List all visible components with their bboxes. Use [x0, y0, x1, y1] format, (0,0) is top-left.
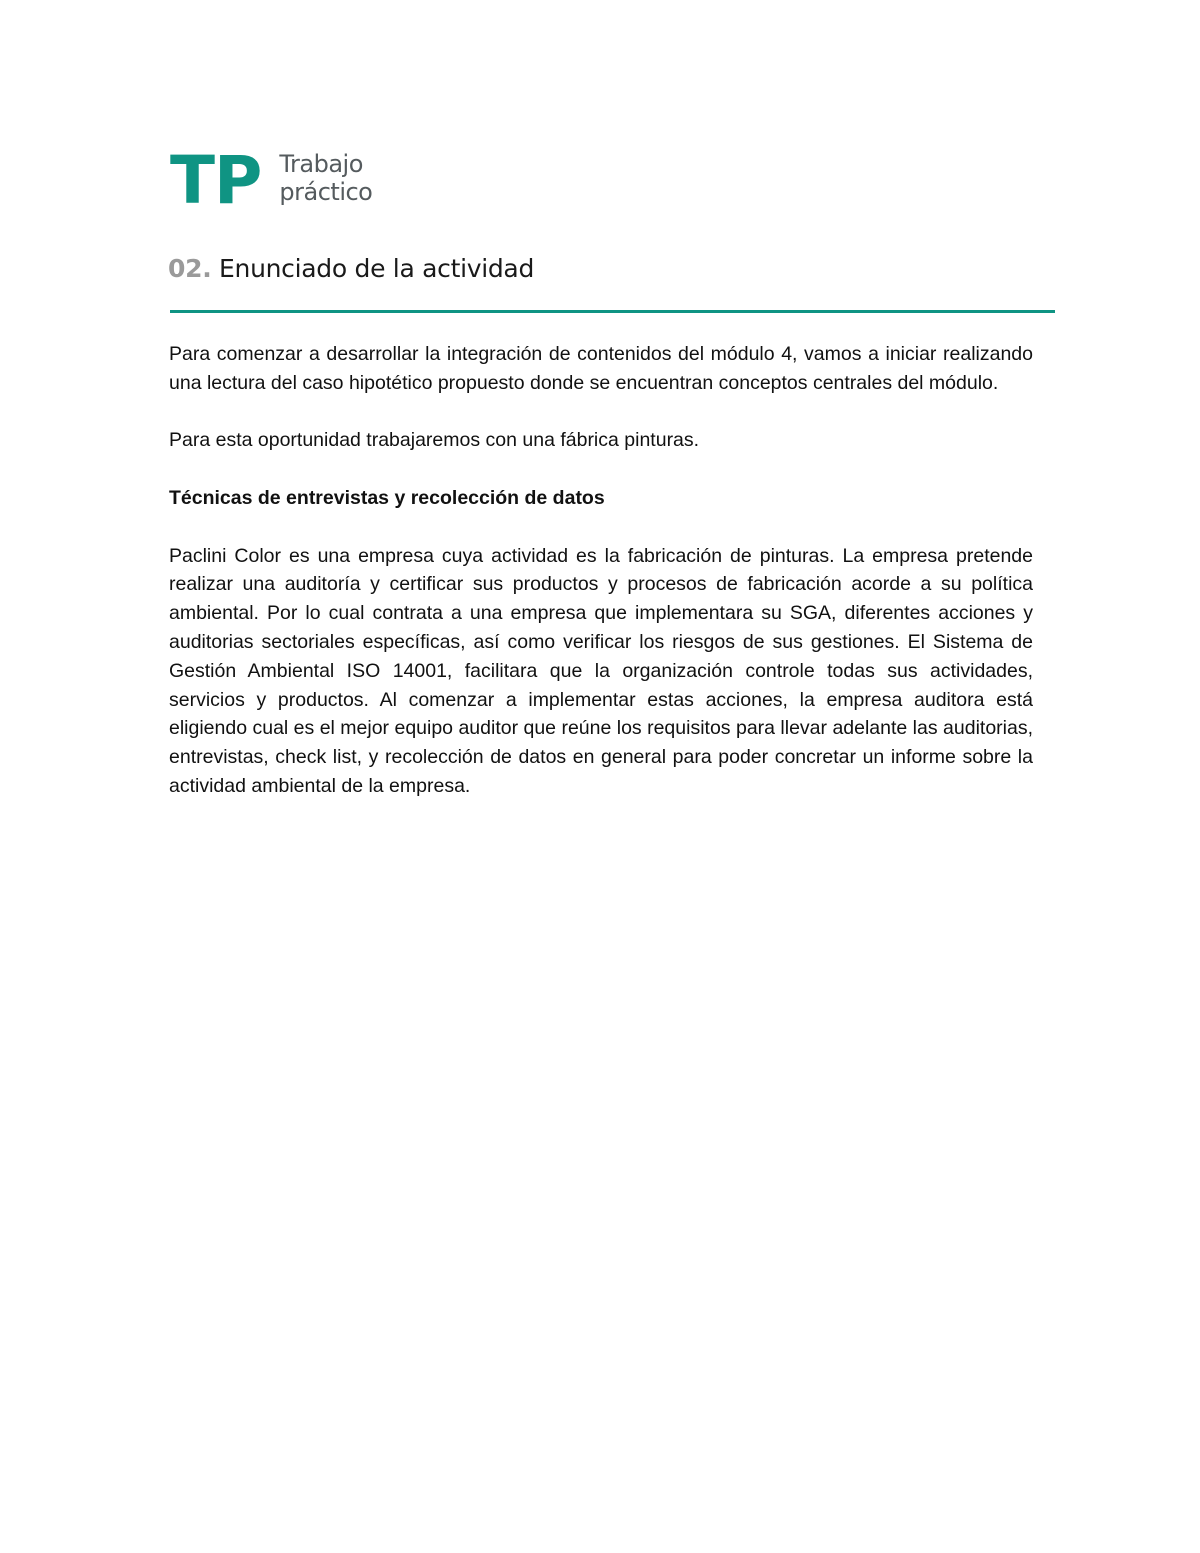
document-body	[169, 340, 1033, 830]
case-paragraph: Paclini Color es una empresa cuya actividad es la fabricación de pinturas. La empresa pretende realizar una auditoría y certificar sus productos y procesos de fabricación acorde a su política ambiental. Por lo cual contrata a una empresa que implementara su SGA, diferentes acciones y auditorias sectoriales específicas, así como verificar los riesgos de sus gestiones. El Sistema de Gestión Ambiental ISO 14001, facilitara que la organización controle todas sus actividades, servicios y productos. Al comenzar a implementar estas acciones, la empresa auditora está eligiendo cual es el mejor equipo auditor que reúne los requisitos para llevar adelante las auditorias, entrevistas, check list, y recolección de datos en general para poder concretar un informe sobre la actividad ambiental de la empresa.	[169, 544, 1033, 797]
section-divider	[170, 310, 1055, 313]
techniques-subheading: Técnicas de entrevistas y recolección de datos	[169, 486, 605, 509]
trabajo-practico-logo	[170, 142, 373, 219]
logo-text-line1: Trabajo	[279, 150, 363, 178]
logo-text-line2: práctico	[279, 178, 373, 206]
opportunity-paragraph: Para esta oportunidad trabajaremos con una fábrica pinturas.	[169, 429, 700, 452]
intro-paragraph: Para comenzar a desarrollar la integración de contenidos del módulo 4, vamos a iniciar realizando una lectura del caso hipotético propuesto donde se encuentran conceptos centrales del módulo.	[169, 343, 1033, 394]
section-number: 02.	[168, 254, 212, 283]
logo-text	[279, 150, 372, 206]
section-title: Enunciado de la actividad	[219, 254, 535, 283]
logo-mark: TP	[170, 142, 262, 219]
section-heading	[168, 252, 534, 286]
